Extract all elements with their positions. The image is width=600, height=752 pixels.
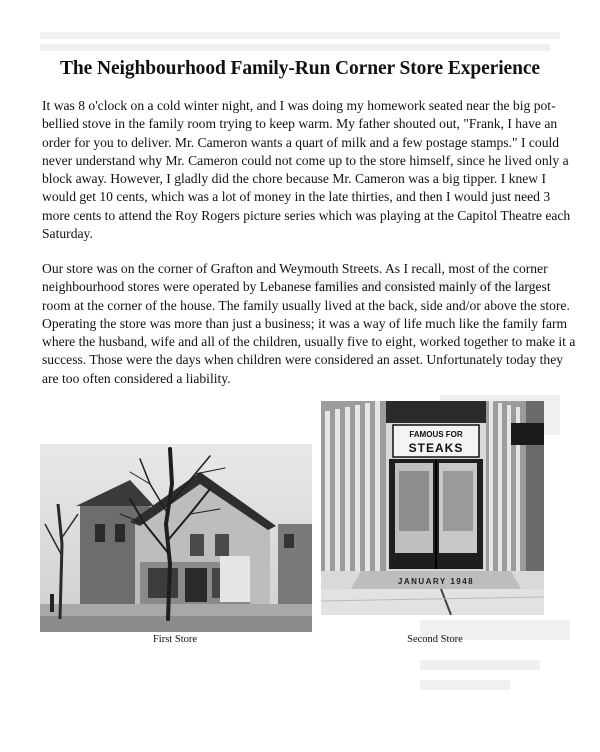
second-store-caption: Second Store (407, 634, 463, 645)
step-inscription: JANUARY 1948 (397, 577, 475, 586)
page-title: The Neighbourhood Family-Run Corner Store Experience (60, 58, 540, 79)
sign-famous-for: FAMOUS FOR (409, 430, 463, 439)
paragraph-corner-store: Our store was on the corner of Grafton and Weymouth Streets. As I recall, most of the corner neighbourhood stores were operated by Lebanese families and consisted mainly of the largest room at the corner of the house. The family usually lived at the back, side and/or above the store. Operating the store was more than just a business; it was a way of life much like the family farm where the husband, wife and all of the children, usually five to eight, worked together to make it a success. Those were the days when children were considered an asset. Unfortunately today they are too often considered a liability. (42, 261, 576, 386)
second-store-photo (321, 401, 544, 615)
paragraph-delivery-story: It was 8 o'clock on a cold winter night, and I was doing my homework seated near the big pot-bellied stove in the family room trying to keep warm. My father shouted out, "Frank, I have an order for you to deliver. Mr. Cameron wants a quart of milk and a few postage stamps." I could never understand why Mr. Cameron could not come up to the store himself, since he lived only a block away. However, I gladly did the chore because Mr. Cameron was a big tipper. I knew I would get 10 cents, which was a lot of money in the late thirties, and then I would just need 3 more cents to attend the Roy Rogers picture series which was playing at the Capitol Theatre each Saturday. (42, 98, 571, 242)
first-store-photo (40, 444, 312, 632)
sign-steaks: STEAKS (408, 441, 464, 455)
first-store-caption: First Store (152, 634, 198, 645)
